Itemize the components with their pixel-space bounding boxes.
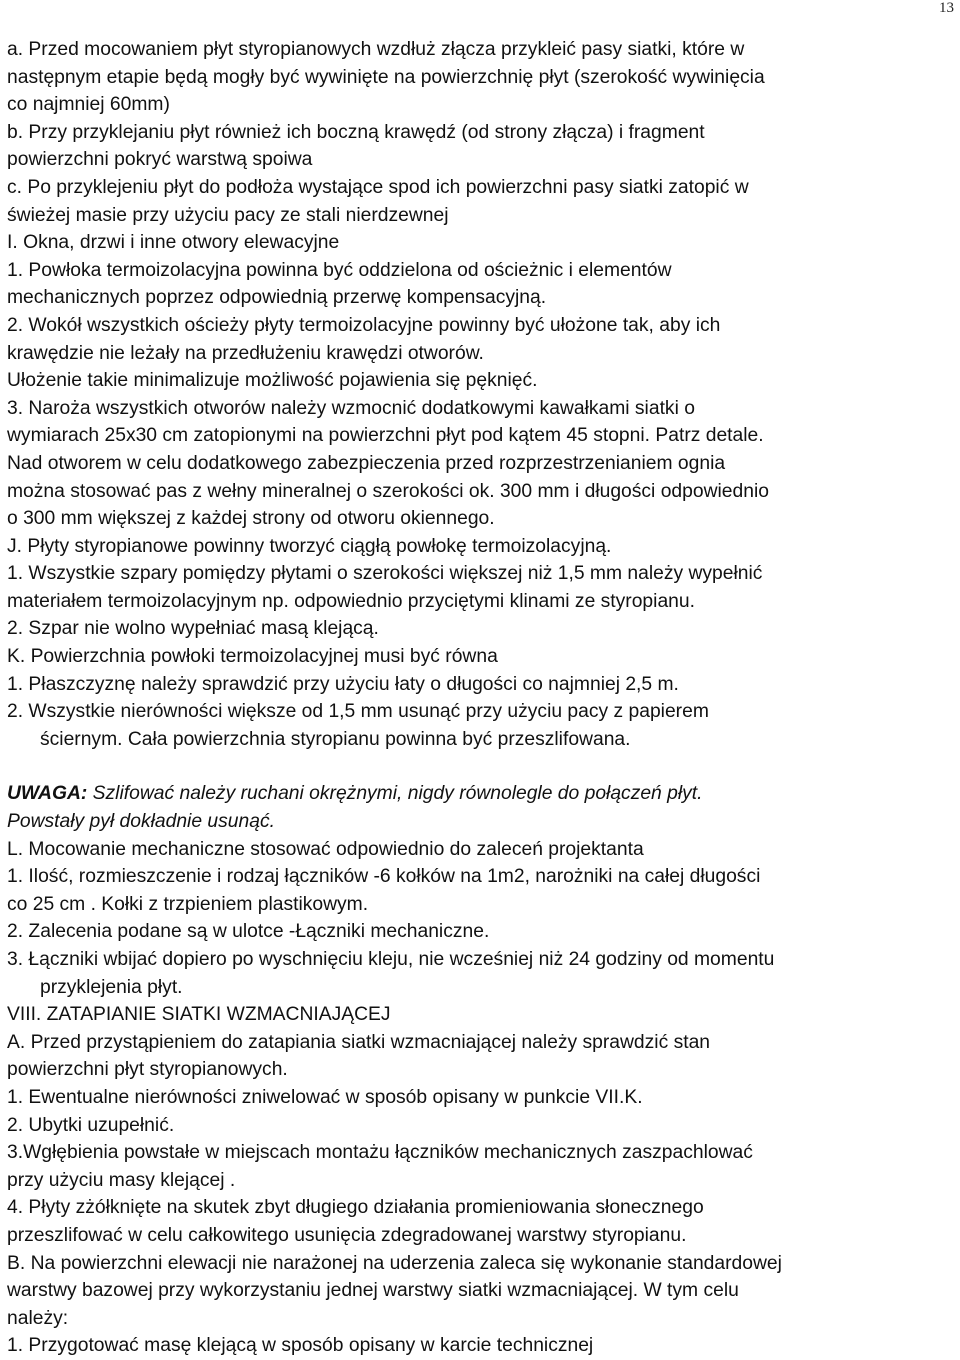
text-line: można stosować pas z wełny mineralnej o szerokości ok. 300 mm i długości odpowiednio (7, 480, 769, 502)
document-body (7, 36, 955, 1360)
text-line: 2. Wszystkie nierówności większe od 1,5 mm usunąć przy użyciu pacy z papierem (7, 701, 709, 723)
text-line: 1. Wszystkie szpary pomiędzy płytami o szerokości większej niż 1,5 mm należy wypełnić (7, 563, 763, 585)
text-line: 3.Wgłębienia powstałe w miejscach montażu łączników mechanicznych zaszpachlować (7, 1142, 753, 1164)
text-line: co 25 cm . Kołki z trzpieniem plastikowym. (7, 893, 369, 915)
text-line: należy: (7, 1307, 69, 1329)
text-line: ściernym. Cała powierzchnia styropianu powinna być przeszlifowana. (40, 728, 631, 750)
section-heading-j: J. Płyty styropianowe powinny tworzyć ciągłą powłokę termoizolacyjną. (7, 535, 612, 557)
text-line: warstwy bazowej przy wykorzystaniu jednej warstwy siatki wzmacniającej. W tym celu (7, 1280, 739, 1302)
text-line: przyklejenia płyt. (40, 976, 183, 998)
text-line: 1. Powłoka termoizolacyjna powinna być oddzielona od ościeżnic i elementów (7, 259, 672, 281)
text-line: 2. Szpar nie wolno wypełniać masą klejącą. (7, 618, 379, 640)
text-line: 1. Ewentualne nierówności zniwelować w sposób opisany w punkcie VII.K. (7, 1086, 643, 1108)
text-line: 3. Łączniki wbijać dopiero po wyschnięciu kleju, nie wcześniej niż 24 godziny od momentu (7, 949, 775, 970)
text-line: Nad otworem w celu dodatkowego zabezpieczenia przed rozprzestrzenianiem ognia (7, 452, 726, 474)
section-heading-i: I. Okna, drzwi i inne otwory elewacyjne (7, 232, 340, 254)
section-heading-a: A. Przed przystąpieniem do zatapiania siatki wzmacniającej należy sprawdzić stan (7, 1031, 711, 1053)
text-line: powierzchni płyt styropianowych. (7, 1059, 288, 1081)
uwaga-text: Szlifować należy ruchani okrężnymi, nigdy równolegle do połączeń płyt. (87, 783, 703, 805)
text-line: c. Po przyklejeniu płyt do podłoża wystające spod ich powierzchni pasy siatki zatopić w (7, 176, 749, 198)
text-line: co najmniej 60mm) (7, 94, 170, 116)
page-number: 13 (939, 0, 954, 16)
text-line: przeszlifować w celu całkowitego usunięcia zdegradowanej warstwy styropianu. (7, 1224, 687, 1246)
text-line: b. Przy przyklejaniu płyt również ich boczną krawędź (od strony złącza) i fragment (7, 121, 705, 143)
uwaga-note (7, 780, 955, 808)
text-line: 1. Ilość, rozmieszczenie i rodzaj łączników -6 kołków na 1m2, narożniki na całej długości (7, 866, 761, 888)
text-line: 2. Ubytki uzupełnić. (7, 1114, 175, 1136)
text-line: przy użyciu masy klejącej . (7, 1169, 236, 1191)
section-heading-l: L. Mocowanie mechaniczne stosować odpowiednio do zaleceń projektanta (7, 838, 644, 860)
text-line: następnym etapie będą mogły być wywinięte na powierzchnię płyt (szerokość wywinięcia (7, 66, 765, 88)
text-line: a. Przed mocowaniem płyt styropianowych wzdłuż złącza przykleić pasy siatki, które w (7, 39, 745, 60)
text-line: powierzchni pokryć warstwą spoiwa (7, 149, 313, 171)
text-line: materiałem termoizolacyjnym np. odpowiednio przyciętymi klinami ze styropianu. (7, 590, 695, 612)
section-heading-b: B. Na powierzchni elewacji nie narażonej na uderzenia zaleca się wykonanie standardowej (7, 1252, 782, 1274)
text-line: 2. Wokół wszystkich ościeży płyty termoizolacyjne powinny być ułożone tak, aby ich (7, 314, 721, 336)
text-line: wymiarach 25x30 cm zatopionymi na powierzchni płyt pod kątem 45 stopni. Patrz detale. (7, 425, 764, 447)
text-line: krawędzie nie leżały na przedłużeniu krawędzi otworów. (7, 342, 484, 364)
text-line: świeżej masie przy użyciu pacy ze stali nierdzewnej (7, 204, 449, 226)
uwaga-label: UWAGA: (7, 783, 88, 805)
text-line: 2. Zalecenia podane są w ulotce -Łączniki mechaniczne. (7, 921, 490, 943)
text-line: 3. Naroża wszystkich otworów należy wzmocnić dodatkowymi kawałkami siatki o (7, 397, 695, 419)
paragraph-gap (7, 753, 955, 780)
section-heading-k: K. Powierzchnia powłoki termoizolacyjnej musi być równa (7, 646, 498, 668)
text-line: 1. Płaszczyznę należy sprawdzić przy użyciu łaty o długości co najmniej 2,5 m. (7, 673, 679, 695)
text-line: 1. Przygotować masę klejącą w sposób opisany w karcie technicznej (7, 1335, 594, 1357)
text-line: o 300 mm większej z każdej strony od otworu okiennego. (7, 508, 495, 530)
uwaga-text-continued: Powstały pył dokładnie usunąć. (7, 811, 275, 833)
text-line: mechanicznych poprzez odpowiednią przerwę kompensacyjną. (7, 287, 547, 309)
chapter-heading-viii: VIII. ZATAPIANIE SIATKI WZMACNIAJĄCEJ (7, 1004, 391, 1026)
text-line: Ułożenie takie minimalizuje możliwość pojawienia się pęknięć. (7, 370, 538, 392)
text-line: 4. Płyty zżółknięte na skutek zbyt długiego działania promieniowania słonecznego (7, 1197, 704, 1219)
